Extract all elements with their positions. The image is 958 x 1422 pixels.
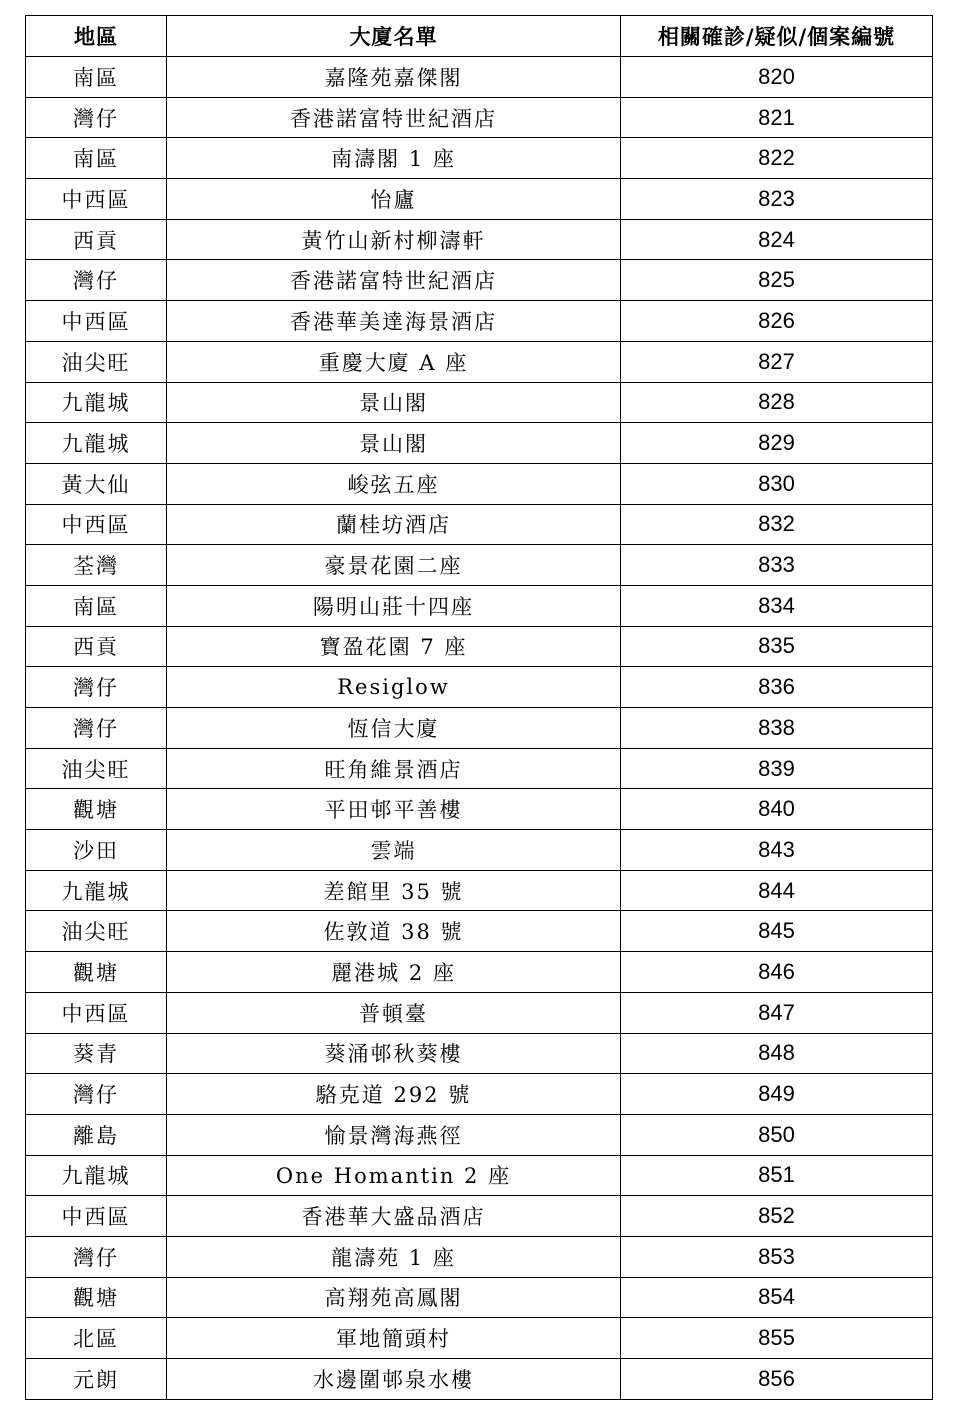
- building-cell: Resiglow: [167, 667, 621, 708]
- table-row: [26, 504, 933, 545]
- case-number-cell: 851: [621, 1155, 933, 1196]
- table-row: [26, 1155, 933, 1196]
- header-building: 大廈名單: [167, 16, 621, 57]
- table-row: [26, 1074, 933, 1115]
- table-row: [26, 585, 933, 626]
- case-number-cell: 843: [621, 830, 933, 871]
- district-cell: 西貢: [26, 626, 167, 667]
- building-cell: 葵涌邨秋葵樓: [167, 1033, 621, 1074]
- district-cell: 西貢: [26, 219, 167, 260]
- building-cell: 豪景花園二座: [167, 545, 621, 586]
- table-row: [26, 545, 933, 586]
- district-cell: 中西區: [26, 179, 167, 220]
- district-cell: 中西區: [26, 301, 167, 342]
- table-row: [26, 952, 933, 993]
- building-cell: 龍濤苑 1 座: [167, 1236, 621, 1277]
- table-row: [26, 138, 933, 179]
- district-cell: 灣仔: [26, 97, 167, 138]
- case-number-cell: 833: [621, 545, 933, 586]
- table-row: [26, 1114, 933, 1155]
- table-row: [26, 992, 933, 1033]
- table-row: [26, 463, 933, 504]
- building-cell: 景山閣: [167, 382, 621, 423]
- table-row: [26, 830, 933, 871]
- case-number-cell: 830: [621, 463, 933, 504]
- district-cell: 灣仔: [26, 667, 167, 708]
- table-row: [26, 1277, 933, 1318]
- case-number-cell: 829: [621, 423, 933, 464]
- district-cell: 油尖旺: [26, 748, 167, 789]
- table-row: [26, 789, 933, 830]
- district-cell: 南區: [26, 585, 167, 626]
- building-cell: 景山閣: [167, 423, 621, 464]
- table-row: [26, 1033, 933, 1074]
- case-number-cell: 840: [621, 789, 933, 830]
- building-cell: 愉景灣海燕徑: [167, 1114, 621, 1155]
- table-row: [26, 179, 933, 220]
- case-number-cell: 850: [621, 1114, 933, 1155]
- district-cell: 灣仔: [26, 260, 167, 301]
- district-cell: 九龍城: [26, 423, 167, 464]
- case-number-cell: 848: [621, 1033, 933, 1074]
- case-number-cell: 854: [621, 1277, 933, 1318]
- district-cell: 葵青: [26, 1033, 167, 1074]
- building-cell: 香港華美達海景酒店: [167, 301, 621, 342]
- building-cell: 蘭桂坊酒店: [167, 504, 621, 545]
- table-row: [26, 260, 933, 301]
- case-number-cell: 847: [621, 992, 933, 1033]
- header-district: 地區: [26, 16, 167, 57]
- district-cell: 油尖旺: [26, 341, 167, 382]
- table-row: [26, 382, 933, 423]
- district-cell: 灣仔: [26, 708, 167, 749]
- table-header: [26, 16, 933, 57]
- buildings-table: [25, 15, 933, 1400]
- building-cell: 香港華大盛品酒店: [167, 1196, 621, 1237]
- case-number-cell: 827: [621, 341, 933, 382]
- building-cell: 水邊圍邨泉水樓: [167, 1359, 621, 1400]
- building-cell: 香港諾富特世紀酒店: [167, 97, 621, 138]
- table-row: [26, 57, 933, 98]
- district-cell: 觀塘: [26, 952, 167, 993]
- building-cell: 黃竹山新村柳濤軒: [167, 219, 621, 260]
- building-cell: 麗港城 2 座: [167, 952, 621, 993]
- case-number-cell: 845: [621, 911, 933, 952]
- building-cell: 嘉隆苑嘉傑閣: [167, 57, 621, 98]
- district-cell: 觀塘: [26, 1277, 167, 1318]
- case-number-cell: 834: [621, 585, 933, 626]
- building-cell: 佐敦道 38 號: [167, 911, 621, 952]
- case-number-cell: 822: [621, 138, 933, 179]
- building-cell: 恆信大廈: [167, 708, 621, 749]
- building-cell: 重慶大廈 A 座: [167, 341, 621, 382]
- building-cell: 普頓臺: [167, 992, 621, 1033]
- district-cell: 荃灣: [26, 545, 167, 586]
- district-cell: 灣仔: [26, 1074, 167, 1115]
- district-cell: 北區: [26, 1318, 167, 1359]
- case-number-cell: 836: [621, 667, 933, 708]
- case-number-cell: 832: [621, 504, 933, 545]
- case-number-cell: 821: [621, 97, 933, 138]
- district-cell: 中西區: [26, 504, 167, 545]
- table-row: [26, 423, 933, 464]
- table-row: [26, 748, 933, 789]
- building-cell: 高翔苑高鳳閣: [167, 1277, 621, 1318]
- building-cell: 平田邨平善樓: [167, 789, 621, 830]
- header-row: [26, 16, 933, 57]
- case-number-cell: 846: [621, 952, 933, 993]
- district-cell: 離島: [26, 1114, 167, 1155]
- building-cell: 旺角維景酒店: [167, 748, 621, 789]
- case-number-cell: 820: [621, 57, 933, 98]
- building-cell: 差館里 35 號: [167, 870, 621, 911]
- building-cell: 南濤閣 1 座: [167, 138, 621, 179]
- table-row: [26, 626, 933, 667]
- district-cell: 九龍城: [26, 870, 167, 911]
- header-case-number: 相關確診/疑似/個案編號: [621, 16, 933, 57]
- building-cell: 軍地簡頭村: [167, 1318, 621, 1359]
- building-cell: 香港諾富特世紀酒店: [167, 260, 621, 301]
- case-number-cell: 849: [621, 1074, 933, 1115]
- district-cell: 中西區: [26, 1196, 167, 1237]
- case-number-cell: 838: [621, 708, 933, 749]
- table-row: [26, 1318, 933, 1359]
- case-number-cell: 823: [621, 179, 933, 220]
- building-cell: 寶盈花園 7 座: [167, 626, 621, 667]
- case-number-cell: 844: [621, 870, 933, 911]
- table-row: [26, 341, 933, 382]
- district-cell: 九龍城: [26, 1155, 167, 1196]
- table-row: [26, 1359, 933, 1400]
- district-cell: 元朗: [26, 1359, 167, 1400]
- table-row: [26, 911, 933, 952]
- building-cell: 怡廬: [167, 179, 621, 220]
- case-number-cell: 835: [621, 626, 933, 667]
- table-row: [26, 301, 933, 342]
- building-cell: 陽明山莊十四座: [167, 585, 621, 626]
- district-cell: 灣仔: [26, 1236, 167, 1277]
- table-row: [26, 97, 933, 138]
- district-cell: 中西區: [26, 992, 167, 1033]
- case-number-cell: 853: [621, 1236, 933, 1277]
- table-row: [26, 708, 933, 749]
- table-row: [26, 1236, 933, 1277]
- district-cell: 沙田: [26, 830, 167, 871]
- building-cell: 駱克道 292 號: [167, 1074, 621, 1115]
- case-number-cell: 856: [621, 1359, 933, 1400]
- building-cell: 峻弦五座: [167, 463, 621, 504]
- district-cell: 觀塘: [26, 789, 167, 830]
- table-row: [26, 1196, 933, 1237]
- building-cell: 雲端: [167, 830, 621, 871]
- table-row: [26, 219, 933, 260]
- district-cell: 油尖旺: [26, 911, 167, 952]
- case-number-cell: 852: [621, 1196, 933, 1237]
- building-cell: One Homantin 2 座: [167, 1155, 621, 1196]
- case-number-cell: 855: [621, 1318, 933, 1359]
- district-cell: 九龍城: [26, 382, 167, 423]
- case-number-cell: 839: [621, 748, 933, 789]
- district-cell: 南區: [26, 138, 167, 179]
- district-cell: 黃大仙: [26, 463, 167, 504]
- case-number-cell: 825: [621, 260, 933, 301]
- table-row: [26, 870, 933, 911]
- case-number-cell: 828: [621, 382, 933, 423]
- district-cell: 南區: [26, 57, 167, 98]
- case-number-cell: 824: [621, 219, 933, 260]
- table-body: [26, 57, 933, 1400]
- case-number-cell: 826: [621, 301, 933, 342]
- table-row: [26, 667, 933, 708]
